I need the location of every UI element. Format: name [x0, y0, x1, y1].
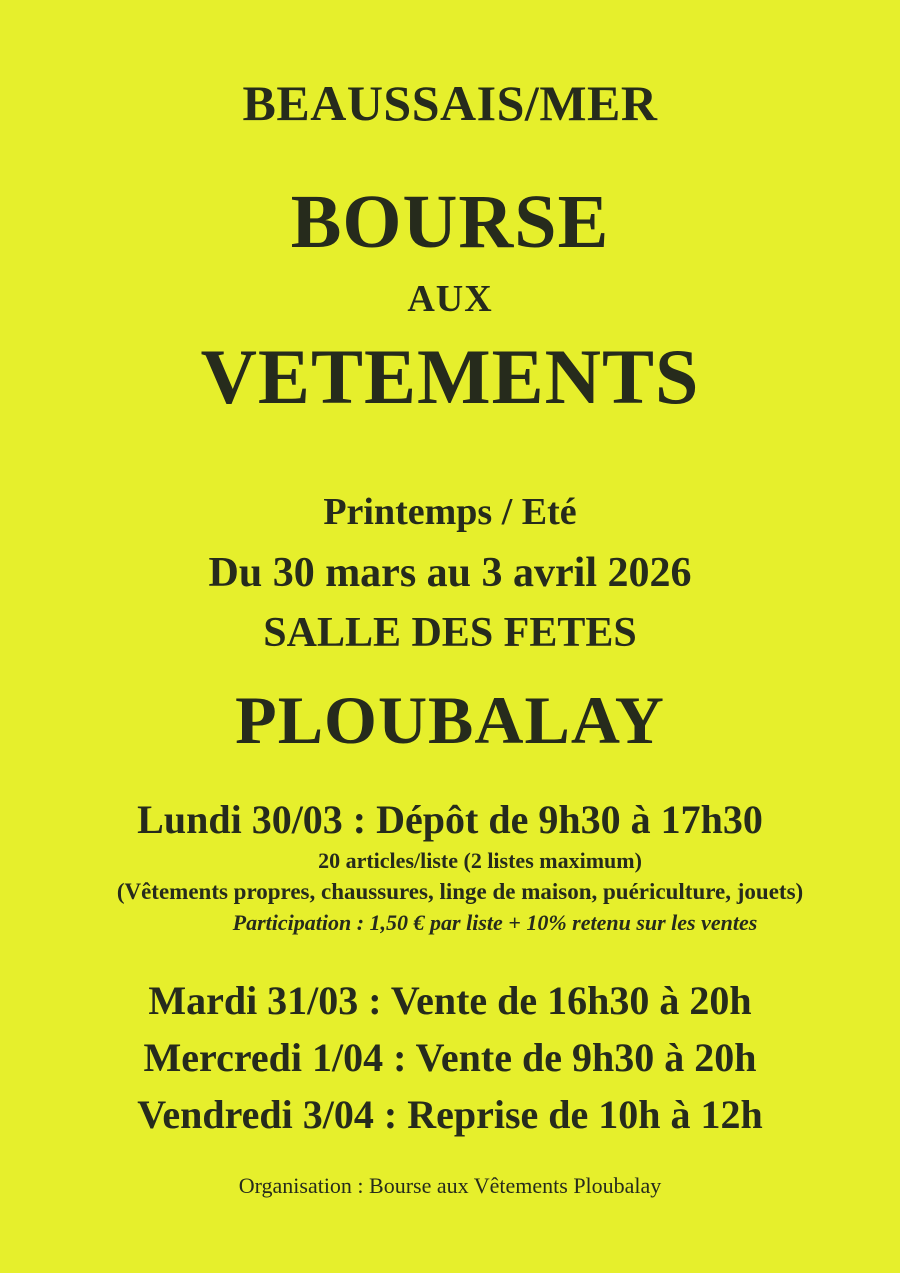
title-bourse: BOURSE: [290, 180, 610, 264]
deposit-schedule: Lundi 30/03 : Dépôt de 9h30 à 17h30: [137, 797, 763, 842]
deposit-fee: Participation : 1,50 € par liste + 10% retenu sur les ventes: [232, 910, 758, 935]
venue-name: SALLE DES FETES: [263, 610, 637, 656]
title-aux: AUX: [407, 278, 493, 320]
deposit-articles-limit: 20 articles/liste (2 listes maximum): [318, 848, 642, 873]
deposit-accepted-items: (Vêtements propres, chaussures, linge de maison, puériculture, jouets): [116, 879, 804, 904]
organizer-credit: Organisation : Bourse aux Vêtements Ploubalay: [238, 1173, 662, 1198]
event-dates: Du 30 mars au 3 avril 2026: [208, 550, 692, 596]
title-vetements: VETEMENTS: [200, 333, 700, 420]
town-heading: BEAUSSAIS/MER: [242, 75, 658, 131]
sale-tuesday: Mardi 31/03 : Vente de 16h30 à 20h: [148, 978, 752, 1023]
return-friday: Vendredi 3/04 : Reprise de 10h à 12h: [137, 1092, 763, 1137]
sale-wednesday: Mercredi 1/04 : Vente de 9h30 à 20h: [143, 1035, 757, 1080]
season-label: Printemps / Eté: [323, 491, 577, 533]
city-name: PLOUBALAY: [235, 682, 665, 758]
